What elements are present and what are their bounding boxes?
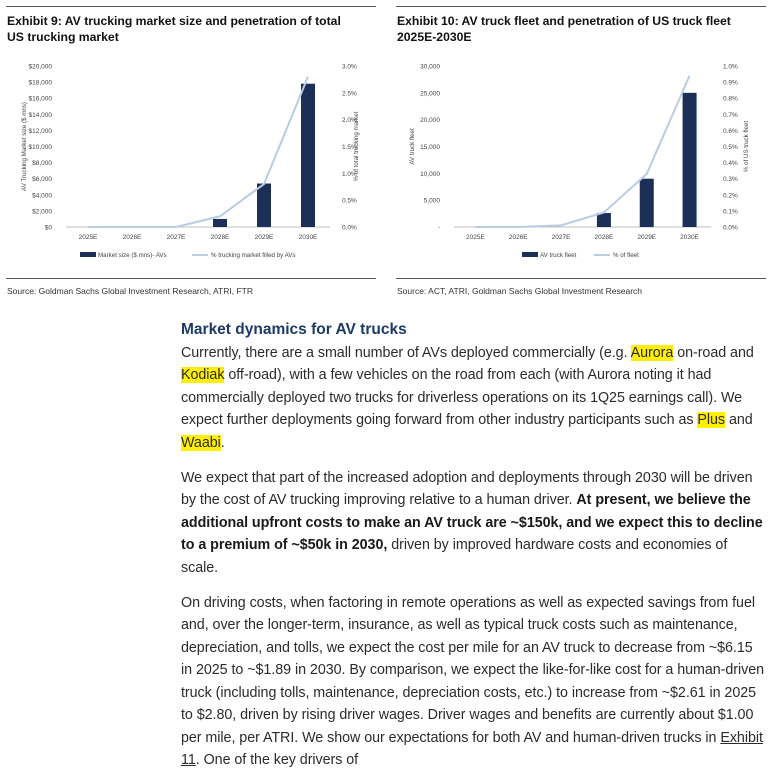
paragraph-2 [181, 467, 766, 579]
y-tick-label: 20,000 [420, 117, 440, 125]
bar [301, 84, 315, 227]
paragraph-3 [181, 592, 766, 771]
x-tick-label: 2025E [466, 234, 485, 241]
bar [213, 219, 227, 227]
y-tick-label: 15,000 [420, 144, 440, 151]
highlighted-company: Kodiak [181, 367, 225, 384]
y2-tick-label: 0.6% [723, 127, 738, 135]
y2-tick-label: 0.5% [342, 197, 357, 205]
legend-label: Market size ($ mns)- AVs [98, 252, 167, 259]
x-tick-label: 2029E [254, 234, 274, 241]
exhibit-title: Exhibit 10: AV truck fleet and penetration of US truck fleet 2025E-2030E [397, 14, 731, 44]
bold-statement: At present, we believe the additional upfront costs to make an AV truck are ~$150k, and we expect this to decline to a premium of ~$50k in 2030, [181, 492, 763, 554]
bar [597, 213, 611, 227]
legend-bar-swatch [80, 252, 96, 257]
y2-tick-label: 0.0% [723, 224, 738, 232]
y2-tick-label: 1.5% [342, 144, 357, 151]
y2-tick-label: 0.0% [342, 224, 357, 232]
exhibit-link[interactable]: Exhibit 11 [181, 729, 763, 768]
y2-tick-label: 0.5% [723, 144, 738, 151]
legend-label: AV truck fleet [540, 252, 577, 259]
exhibit-9-chart [0, 55, 382, 270]
y-axis-title: AV truck fleet [409, 128, 416, 165]
y2-tick-label: 0.4% [723, 160, 738, 168]
exhibit-10-chart [390, 55, 772, 270]
y-tick-label: 30,000 [420, 63, 440, 71]
y-tick-label: 25,000 [420, 90, 440, 98]
highlighted-company: Plus [697, 412, 726, 429]
y2-tick-label: 0.1% [723, 208, 738, 216]
x-tick-label: 2030E [680, 234, 699, 241]
bar [640, 179, 654, 227]
y2-tick-label: 2.5% [342, 90, 357, 98]
y2-tick-label: 3.0% [342, 63, 357, 71]
text-run: . [220, 434, 225, 451]
highlighted-company: Waabi [181, 434, 221, 451]
section-heading: Market dynamics for AV trucks [181, 321, 407, 338]
y2-tick-label: 1.0% [723, 63, 738, 71]
highlighted-company: Aurora [630, 345, 674, 361]
article-body [181, 320, 766, 771]
y-tick-label: $20,000 [28, 63, 52, 71]
y2-tick-label: 1.0% [342, 170, 357, 178]
text-run: and [725, 412, 753, 429]
exhibit-title: Exhibit 9: AV trucking market size and penetration of total US trucking market [7, 14, 341, 44]
y2-tick-label: 0.2% [723, 192, 738, 200]
text-run: We expect that part of the increased adoption and deployments through 2030 will be driven by the cost of AV trucking improving relative to a human driver. [181, 470, 753, 509]
legend-label: % of fleet [613, 252, 639, 259]
text-run: driven by improved hardware costs and economies of scale. [181, 537, 728, 576]
y-axis-title: AV Trucking Market size ($ mns) [21, 102, 28, 191]
series-line [88, 77, 308, 227]
x-tick-label: 2025E [78, 234, 98, 241]
y-tick-label: $4,000 [32, 192, 52, 200]
y-tick-label: $8,000 [32, 160, 52, 168]
text-run: Currently, there are a small number of AVs deployed commercially (e.g. [181, 345, 631, 361]
legend-bar-swatch [522, 252, 538, 257]
x-tick-label: 2029E [637, 234, 657, 241]
y-tick-label: $0 [44, 224, 52, 232]
text-run: . One of the key drivers of [195, 751, 359, 768]
y-tick-label: $16,000 [28, 95, 52, 103]
text-run: on-road and [673, 345, 754, 361]
x-tick-label: 2027E [551, 234, 571, 241]
y2-tick-label: 0.7% [723, 111, 738, 119]
x-tick-label: 2027E [166, 234, 186, 241]
text-run: off-road), with a few vehicles on the road from each (with Aurora noting it had commercially deployed two trucks for driverless operations on its 1Q25 earnings call). We expect further deployments going forward from other industry participants such as [181, 367, 743, 429]
bar [683, 93, 697, 227]
y2-tick-label: 0.9% [723, 79, 738, 87]
y2-axis-title: % of US truck fleet [743, 120, 750, 173]
exhibit-bottom-rule [396, 278, 766, 279]
exhibit-top-rule [396, 6, 766, 7]
x-tick-label: 2028E [210, 234, 230, 241]
y2-tick-label: 2.0% [342, 117, 357, 125]
y-tick-label: $6,000 [32, 176, 52, 184]
x-tick-label: 2026E [122, 234, 142, 241]
exhibit-source: Source: ACT, ATRI, Goldman Sachs Global Investment Research [397, 286, 643, 296]
x-tick-label: 2030E [298, 234, 318, 241]
legend-label: % trucking market filled by AVs [211, 252, 296, 259]
y2-tick-label: 0.3% [723, 176, 738, 184]
y-tick-label: 5,000 [423, 197, 440, 205]
bar [257, 184, 271, 227]
y-tick-label: 10,000 [420, 170, 440, 178]
y-tick-label: $10,000 [28, 144, 52, 151]
exhibit-source: Source: Goldman Sachs Global Investment Research, ATRI, FTR [7, 286, 253, 296]
paragraph-1 [181, 342, 766, 454]
exhibit-bottom-rule [6, 278, 376, 279]
y2-tick-label: 0.8% [723, 95, 738, 103]
y-tick-label: - [437, 224, 440, 232]
y2-axis-title: % of total trucking market [353, 111, 360, 182]
y-tick-label: $18,000 [28, 79, 52, 87]
exhibit-top-rule [6, 6, 376, 7]
x-tick-label: 2026E [508, 234, 528, 241]
text-run: On driving costs, when factoring in remote operations as well as expected savings from fuel and, over the longer-term, insurance, as well as typical truck costs such as maintenance, depreciation, and tolls, we expect the cost per mile for an AV truck to decrease from ~$6.15 in 2025 to ~$1.89 in 2030. By comparison, we expect the like-for-like cost for a human-driven truck (including tolls, maintenance, depreciation costs, etc.) to increase from ~$2.61 in 2025 to $2.80, driven by rising driver wages. Driver wages and benefits are currently about $1.00 per mile, per ATRI. We show our expectations for both AV and human-driven trucks in [181, 595, 765, 746]
series-line [475, 76, 689, 227]
y-tick-label: $2,000 [32, 208, 52, 216]
y-tick-label: $12,000 [28, 127, 52, 135]
y-tick-label: $14,000 [28, 111, 52, 119]
x-tick-label: 2028E [594, 234, 614, 241]
